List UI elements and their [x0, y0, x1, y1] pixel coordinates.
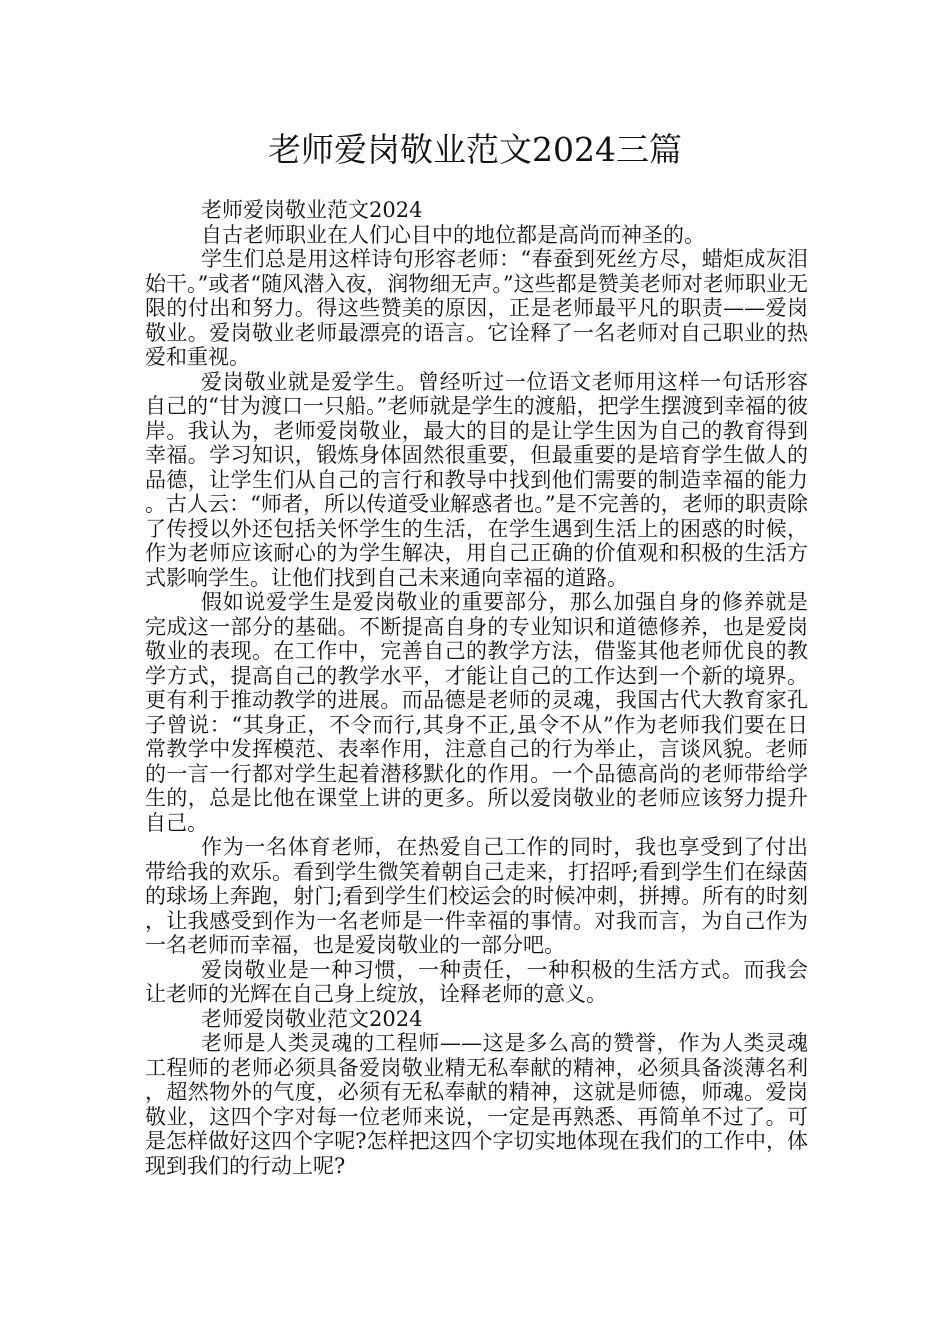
document-body: [145, 198, 808, 1178]
paragraph: 老师是人类灵魂的工程师——这是多么高的赞誉，作为人类灵魂工程师的老师必须具备爱岗敬业精无私奉献的精神，必须具备淡薄名利，超然物外的气度，必须有无私奉献的精神，这就是师德，师魂。爱岗敬业，这四个字对每一位老师来说，一定是再熟悉、再简单不过了。可是怎样做好这四个字呢?怎样把这四个字切实地体现在我们的工作中，体现到我们的行动上呢?: [145, 1031, 808, 1178]
paragraph: 爱岗敬业就是爱学生。曾经听过一位语文老师用这样一句话形容自己的“甘为渡口一只船。”老师就是学生的渡船，把学生摆渡到幸福的彼岸。我认为，老师爱岗敬业，最大的目的是让学生因为自己的教育得到幸福。学习知识，锻炼身体固然很重要，但最重要的是培育学生做人的品德，让学生们从自己的言行和教导中找到他们需要的制造幸福的能力。古人云：“师者，所以传道受业解惑者也。”是不完善的，老师的职责除了传授以外还包括关怀学生的生活，在学生遇到生活上的困惑的时候，作为老师应该耐心的为学生解决，用自己正确的价值观和积极的生活方式影响学生。让他们找到自己未来通向幸福的道路。: [145, 369, 808, 590]
paragraph: 学生们总是用这样诗句形容老师：“春蚕到死丝方尽，蜡炬成灰泪始干。”或者“随风潜入夜，润物细无声。”这些都是赞美老师对老师职业无限的付出和努力。得这些赞美的原因，正是老师最平凡的职责——爱岗敬业。爱岗敬业老师最漂亮的语言。它诠释了一名老师对自己职业的热爱和重视。: [145, 247, 808, 369]
section-heading: 老师爱岗敬业范文2024: [201, 198, 423, 222]
document-title: 老师爱岗敬业范文2024三篇: [268, 130, 682, 169]
section-heading: 老师爱岗敬业范文2024: [201, 1006, 423, 1031]
paragraph: 爱岗敬业是一种习惯，一种责任，一种积极的生活方式。而我会让老师的光辉在自己身上绽放，诠释老师的意义。: [145, 957, 808, 1006]
paragraph: 作为一名体育老师，在热爱自己工作的同时，我也享受到了付出带给我的欢乐。看到学生微笑着朝自己走来，打招呼;看到学生们在绿茵的球场上奔跑，射门;看到学生们校运会的时候冲刺，拼搏。所有的时刻，让我感受到作为一名老师是一件幸福的事情。对我而言，为自己作为一名老师而幸福，也是爱岗敬业的一部分吧。: [145, 835, 808, 957]
paragraph: 假如说爱学生是爱岗敬业的重要部分，那么加强自身的修养就是完成这一部分的基础。不断提高自身的专业知识和道德修养，也是爱岗敬业的表现。在工作中，完善自己的教学方法，借鉴其他老师优良的教学方式，提高自己的教学水平，才能让自己的工作达到一个新的境界。更有利于推动教学的进展。而品德是老师的灵魂，我国古代大教育家孔子曾说：“其身正，不令而行,其身不正,虽令不从”作为老师我们要在日常教学中发挥模范、表率作用，注意自己的行为举止，言谈风貌。老师的一言一行都对学生起着潜移默化的作用。一个品德高尚的老师带给学生的，总是比他在课堂上讲的更多。所以爱岗敬业的老师应该努力提升自己。: [145, 590, 808, 835]
paragraph: 自古老师职业在人们心目中的地位都是高尚而神圣的。: [201, 222, 705, 247]
